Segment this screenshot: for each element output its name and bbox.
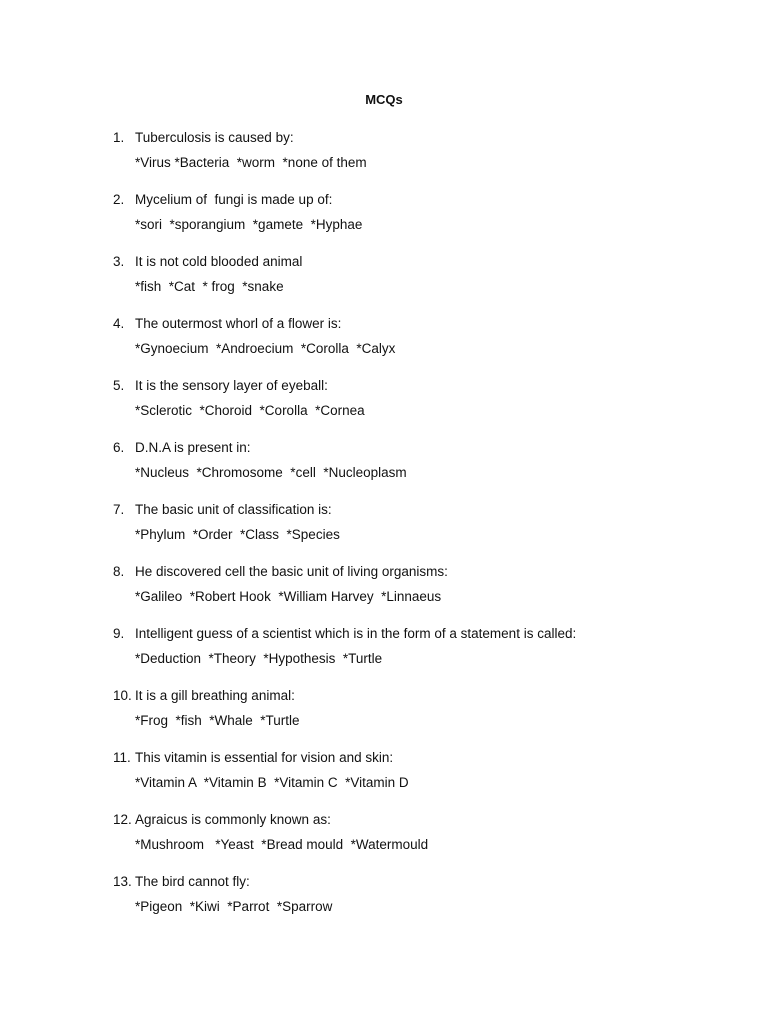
question-text: This vitamin is essential for vision and skin: [135,750,394,765]
question-text: Intelligent guess of a scientist which is in the form of a statement is called: [135,626,577,641]
document-title: MCQs [365,92,403,107]
question-number: 2. [113,192,125,207]
question-options: *Gynoecium *Androecium *Corolla *Calyx [135,341,396,356]
question-options: *Nucleus *Chromosome *cell *Nucleoplasm [135,465,407,480]
question-item [0,873,768,935]
question-number: 11. [113,750,131,765]
question-item [0,315,768,377]
question-options: *Pigeon *Kiwi *Parrot *Sparrow [135,899,333,914]
question-item [0,501,768,563]
question-item [0,377,768,439]
question-item [0,191,768,253]
question-text: The outermost whorl of a flower is: [135,316,342,331]
question-options: *Sclerotic *Choroid *Corolla *Cornea [135,403,365,418]
question-text: It is a gill breathing animal: [135,688,295,703]
question-number: 3. [113,254,125,269]
question-text: It is not cold blooded animal [135,254,303,269]
question-number: 4. [113,316,125,331]
question-options: *Vitamin A *Vitamin B *Vitamin C *Vitamin D [135,775,409,790]
question-options: *Frog *fish *Whale *Turtle [135,713,300,728]
question-options: *Deduction *Theory *Hypothesis *Turtle [135,651,383,666]
question-item [0,625,768,687]
question-number: 5. [113,378,125,393]
question-number: 9. [113,626,125,641]
question-item [0,687,768,749]
question-text: The basic unit of classification is: [135,502,332,517]
question-text: It is the sensory layer of eyeball: [135,378,328,393]
question-options: *Mushroom *Yeast *Bread mould *Watermould [135,837,429,852]
question-options: *fish *Cat * frog *snake [135,279,284,294]
question-text: Tuberculosis is caused by: [135,130,294,145]
question-list [0,129,768,935]
question-item [0,253,768,315]
question-item [0,811,768,873]
question-options: *Phylum *Order *Class *Species [135,527,340,542]
question-text: D.N.A is present in: [135,440,251,455]
question-options: *sori *sporangium *gamete *Hyphae [135,217,363,232]
question-number: 8. [113,564,125,579]
question-number: 1. [113,130,125,145]
question-options: *Galileo *Robert Hook *William Harvey *Linnaeus [135,589,442,604]
question-number: 6. [113,440,125,455]
question-text: Agraicus is commonly known as: [135,812,331,827]
question-text: Mycelium of fungi is made up of: [135,192,333,207]
question-number: 12. [113,812,132,827]
question-number: 13. [113,874,132,889]
question-number: 7. [113,502,125,517]
question-text: The bird cannot fly: [135,874,250,889]
question-item [0,129,768,191]
question-number: 10. [113,688,132,703]
question-item [0,563,768,625]
question-text: He discovered cell the basic unit of living organisms: [135,564,448,579]
question-item [0,439,768,501]
question-item [0,749,768,811]
question-options: *Virus *Bacteria *worm *none of them [135,155,367,170]
